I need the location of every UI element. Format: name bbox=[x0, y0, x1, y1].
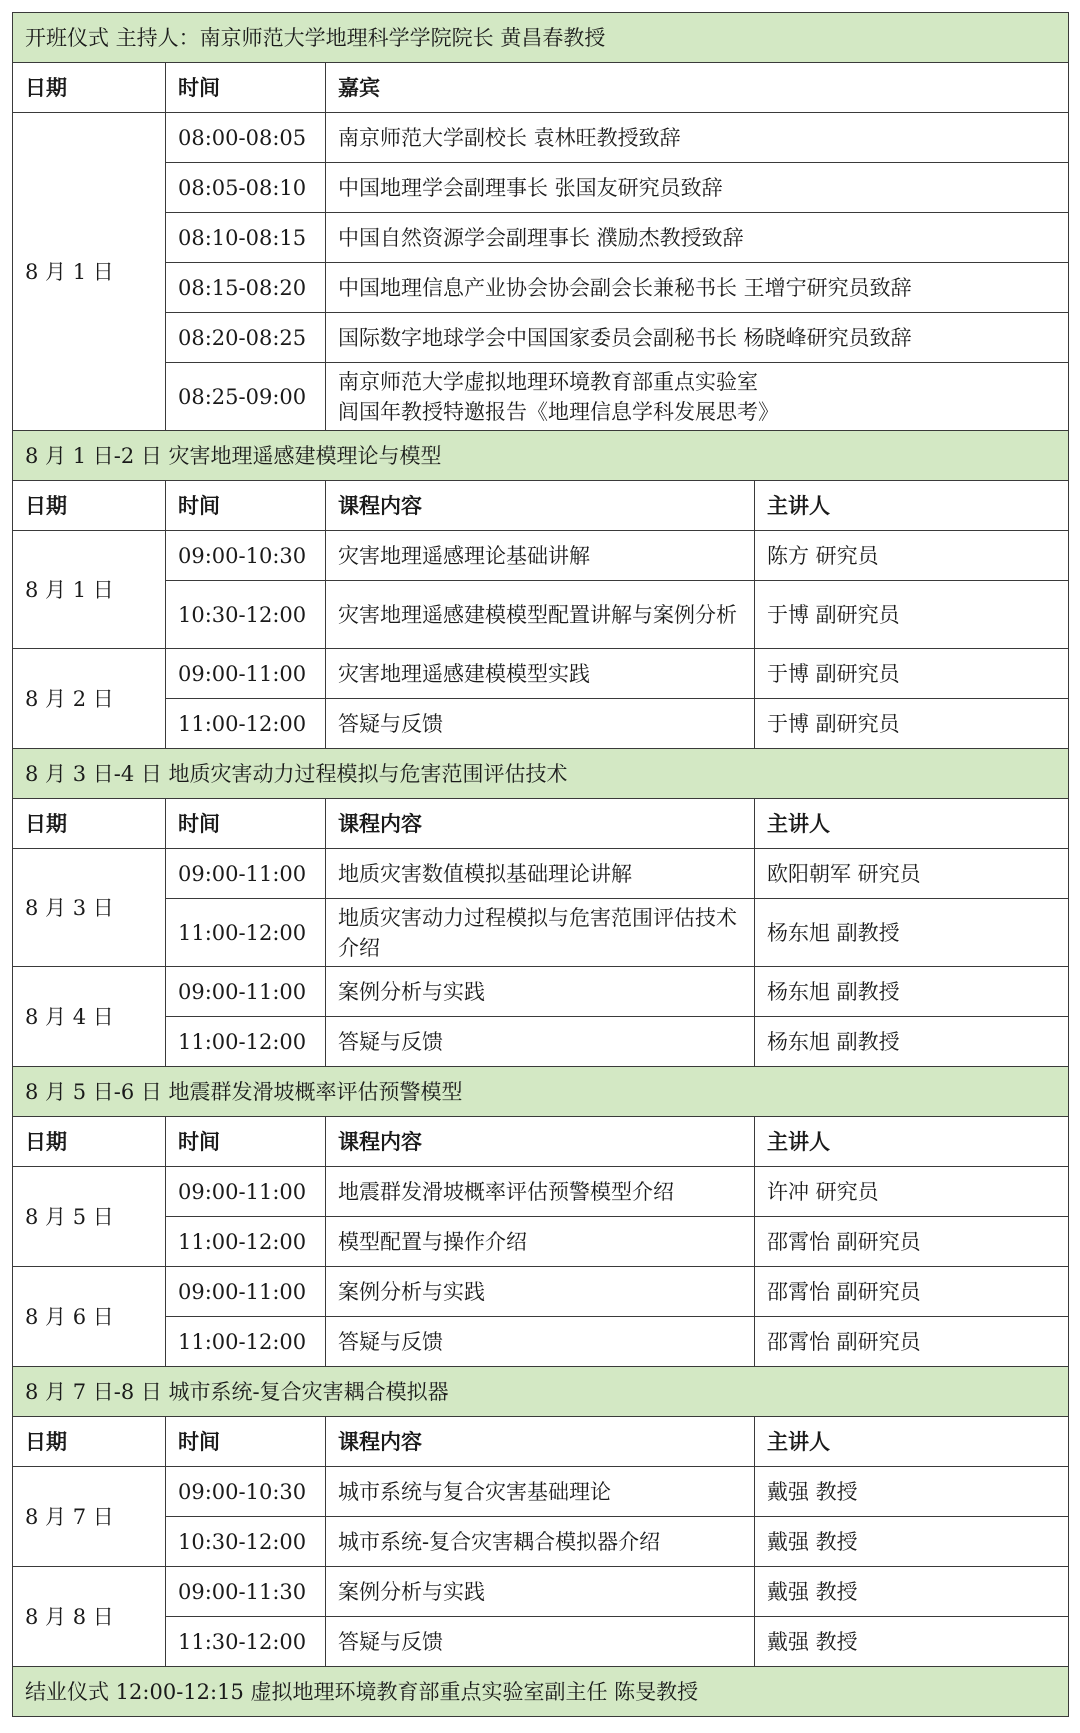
content-cell: 灾害地理遥感建模模型实践 bbox=[326, 649, 755, 699]
speaker-cell: 戴强 教授 bbox=[755, 1617, 1069, 1667]
course-row bbox=[13, 967, 1069, 1017]
opening-banner bbox=[13, 13, 1069, 63]
content-cell: 答疑与反馈 bbox=[326, 699, 755, 749]
time-cell: 09:00-11:00 bbox=[166, 649, 326, 699]
session-title: 8 月 1 日-2 日 灾害地理遥感建模理论与模型 bbox=[13, 431, 1069, 481]
opening-row bbox=[13, 263, 1069, 313]
session-header-row bbox=[13, 481, 1069, 531]
schedule-document bbox=[12, 12, 1068, 1717]
course-row bbox=[13, 581, 1069, 649]
guest-cell: 中国自然资源学会副理事长 濮励杰教授致辞 bbox=[326, 213, 1069, 263]
guest-cell: 国际数字地球学会中国国家委员会副秘书长 杨晓峰研究员致辞 bbox=[326, 313, 1069, 363]
course-row bbox=[13, 1317, 1069, 1367]
content-cell: 答疑与反馈 bbox=[326, 1317, 755, 1367]
time-cell: 09:00-11:00 bbox=[166, 1267, 326, 1317]
time-cell: 09:00-11:30 bbox=[166, 1567, 326, 1617]
speaker-cell: 许冲 研究员 bbox=[755, 1167, 1069, 1217]
session-header-row bbox=[13, 1117, 1069, 1167]
header-date: 日期 bbox=[13, 1417, 166, 1467]
course-row bbox=[13, 849, 1069, 899]
content-cell: 灾害地理遥感理论基础讲解 bbox=[326, 531, 755, 581]
time-cell: 09:00-11:00 bbox=[166, 849, 326, 899]
closing-banner bbox=[13, 1667, 1069, 1717]
course-row bbox=[13, 1517, 1069, 1567]
opening-row bbox=[13, 113, 1069, 163]
speaker-cell: 邵霄怡 副研究员 bbox=[755, 1317, 1069, 1367]
speaker-cell: 戴强 教授 bbox=[755, 1467, 1069, 1517]
session-banner bbox=[13, 431, 1069, 481]
time-cell: 08:25-09:00 bbox=[166, 363, 326, 431]
content-cell: 案例分析与实践 bbox=[326, 1267, 755, 1317]
date-cell: 8 月 5 日 bbox=[13, 1167, 166, 1267]
course-row bbox=[13, 1167, 1069, 1217]
course-row bbox=[13, 531, 1069, 581]
header-date: 日期 bbox=[13, 799, 166, 849]
header-date: 日期 bbox=[13, 63, 166, 113]
date-cell: 8 月 4 日 bbox=[13, 967, 166, 1067]
course-row bbox=[13, 1567, 1069, 1617]
opening-title: 开班仪式 主持人：南京师范大学地理科学学院院长 黄昌春教授 bbox=[13, 13, 1069, 63]
header-time: 时间 bbox=[166, 1417, 326, 1467]
time-cell: 11:00-12:00 bbox=[166, 1217, 326, 1267]
time-cell: 11:00-12:00 bbox=[166, 699, 326, 749]
speaker-cell: 邵霄怡 副研究员 bbox=[755, 1217, 1069, 1267]
guest-cell: 中国地理学会副理事长 张国友研究员致辞 bbox=[326, 163, 1069, 213]
date-cell: 8 月 6 日 bbox=[13, 1267, 166, 1367]
time-cell: 10:30-12:00 bbox=[166, 581, 326, 649]
speaker-cell: 于博 副研究员 bbox=[755, 649, 1069, 699]
session-header-row bbox=[13, 1417, 1069, 1467]
header-speaker: 主讲人 bbox=[755, 1417, 1069, 1467]
time-cell: 08:05-08:10 bbox=[166, 163, 326, 213]
schedule-body bbox=[13, 13, 1069, 1717]
course-row bbox=[13, 649, 1069, 699]
time-cell: 09:00-11:00 bbox=[166, 967, 326, 1017]
session-banner bbox=[13, 749, 1069, 799]
session-title: 8 月 5 日-6 日 地震群发滑坡概率评估预警模型 bbox=[13, 1067, 1069, 1117]
header-content: 课程内容 bbox=[326, 1417, 755, 1467]
speaker-cell: 欧阳朝军 研究员 bbox=[755, 849, 1069, 899]
header-content: 课程内容 bbox=[326, 1117, 755, 1167]
guest-line-2: 闾国年教授特邀报告《地理信息学科发展思考》 bbox=[338, 399, 779, 424]
header-speaker: 主讲人 bbox=[755, 1117, 1069, 1167]
content-cell: 城市系统-复合灾害耦合模拟器介绍 bbox=[326, 1517, 755, 1567]
opening-row bbox=[13, 213, 1069, 263]
header-speaker: 主讲人 bbox=[755, 799, 1069, 849]
content-cell: 案例分析与实践 bbox=[326, 967, 755, 1017]
header-time: 时间 bbox=[166, 63, 326, 113]
time-cell: 08:20-08:25 bbox=[166, 313, 326, 363]
time-cell: 09:00-10:30 bbox=[166, 1467, 326, 1517]
header-time: 时间 bbox=[166, 1117, 326, 1167]
course-row bbox=[13, 1467, 1069, 1517]
content-cell: 模型配置与操作介绍 bbox=[326, 1217, 755, 1267]
date-cell: 8 月 2 日 bbox=[13, 649, 166, 749]
opening-date: 8 月 1 日 bbox=[13, 113, 166, 431]
content-cell: 灾害地理遥感建模模型配置讲解与案例分析 bbox=[326, 581, 755, 649]
speaker-cell: 邵霄怡 副研究员 bbox=[755, 1267, 1069, 1317]
course-row bbox=[13, 1217, 1069, 1267]
speaker-cell: 陈方 研究员 bbox=[755, 531, 1069, 581]
opening-row bbox=[13, 313, 1069, 363]
header-time: 时间 bbox=[166, 481, 326, 531]
opening-header-row bbox=[13, 63, 1069, 113]
header-speaker: 主讲人 bbox=[755, 481, 1069, 531]
time-cell: 11:00-12:00 bbox=[166, 1017, 326, 1067]
session-header-row bbox=[13, 799, 1069, 849]
speaker-cell: 杨东旭 副教授 bbox=[755, 899, 1069, 967]
date-cell: 8 月 1 日 bbox=[13, 531, 166, 649]
content-cell: 案例分析与实践 bbox=[326, 1567, 755, 1617]
time-cell: 08:00-08:05 bbox=[166, 113, 326, 163]
time-cell: 08:10-08:15 bbox=[166, 213, 326, 263]
session-banner bbox=[13, 1367, 1069, 1417]
opening-row bbox=[13, 363, 1069, 431]
course-row bbox=[13, 899, 1069, 967]
content-cell: 地震群发滑坡概率评估预警模型介绍 bbox=[326, 1167, 755, 1217]
guest-cell: 中国地理信息产业协会协会副会长兼秘书长 王增宁研究员致辞 bbox=[326, 263, 1069, 313]
content-cell: 城市系统与复合灾害基础理论 bbox=[326, 1467, 755, 1517]
guest-line-1: 南京师范大学虚拟地理环境教育部重点实验室 bbox=[338, 369, 758, 394]
date-cell: 8 月 7 日 bbox=[13, 1467, 166, 1567]
closing-title: 结业仪式 12:00-12:15 虚拟地理环境教育部重点实验室副主任 陈旻教授 bbox=[13, 1667, 1069, 1717]
time-cell: 09:00-10:30 bbox=[166, 531, 326, 581]
speaker-cell: 戴强 教授 bbox=[755, 1517, 1069, 1567]
header-date: 日期 bbox=[13, 1117, 166, 1167]
time-cell: 09:00-11:00 bbox=[166, 1167, 326, 1217]
time-cell: 08:15-08:20 bbox=[166, 263, 326, 313]
date-cell: 8 月 8 日 bbox=[13, 1567, 166, 1667]
date-cell: 8 月 3 日 bbox=[13, 849, 166, 967]
header-time: 时间 bbox=[166, 799, 326, 849]
header-content: 课程内容 bbox=[326, 799, 755, 849]
session-title: 8 月 3 日-4 日 地质灾害动力过程模拟与危害范围评估技术 bbox=[13, 749, 1069, 799]
guest-cell: 南京师范大学副校长 袁林旺教授致辞 bbox=[326, 113, 1069, 163]
time-cell: 11:00-12:00 bbox=[166, 899, 326, 967]
content-cell: 答疑与反馈 bbox=[326, 1017, 755, 1067]
speaker-cell: 于博 副研究员 bbox=[755, 581, 1069, 649]
course-row bbox=[13, 1617, 1069, 1667]
content-cell: 地质灾害动力过程模拟与危害范围评估技术介绍 bbox=[326, 899, 755, 967]
time-cell: 11:30-12:00 bbox=[166, 1617, 326, 1667]
opening-row bbox=[13, 163, 1069, 213]
header-date: 日期 bbox=[13, 481, 166, 531]
course-row bbox=[13, 1267, 1069, 1317]
speaker-cell: 于博 副研究员 bbox=[755, 699, 1069, 749]
session-banner bbox=[13, 1067, 1069, 1117]
content-cell: 答疑与反馈 bbox=[326, 1617, 755, 1667]
speaker-cell: 戴强 教授 bbox=[755, 1567, 1069, 1617]
header-guest: 嘉宾 bbox=[326, 63, 1069, 113]
time-cell: 10:30-12:00 bbox=[166, 1517, 326, 1567]
session-title: 8 月 7 日-8 日 城市系统-复合灾害耦合模拟器 bbox=[13, 1367, 1069, 1417]
guest-cell bbox=[326, 363, 1069, 431]
course-row bbox=[13, 699, 1069, 749]
header-content: 课程内容 bbox=[326, 481, 755, 531]
schedule-table bbox=[12, 12, 1069, 1717]
speaker-cell: 杨东旭 副教授 bbox=[755, 1017, 1069, 1067]
course-row bbox=[13, 1017, 1069, 1067]
speaker-cell: 杨东旭 副教授 bbox=[755, 967, 1069, 1017]
time-cell: 11:00-12:00 bbox=[166, 1317, 326, 1367]
content-cell: 地质灾害数值模拟基础理论讲解 bbox=[326, 849, 755, 899]
